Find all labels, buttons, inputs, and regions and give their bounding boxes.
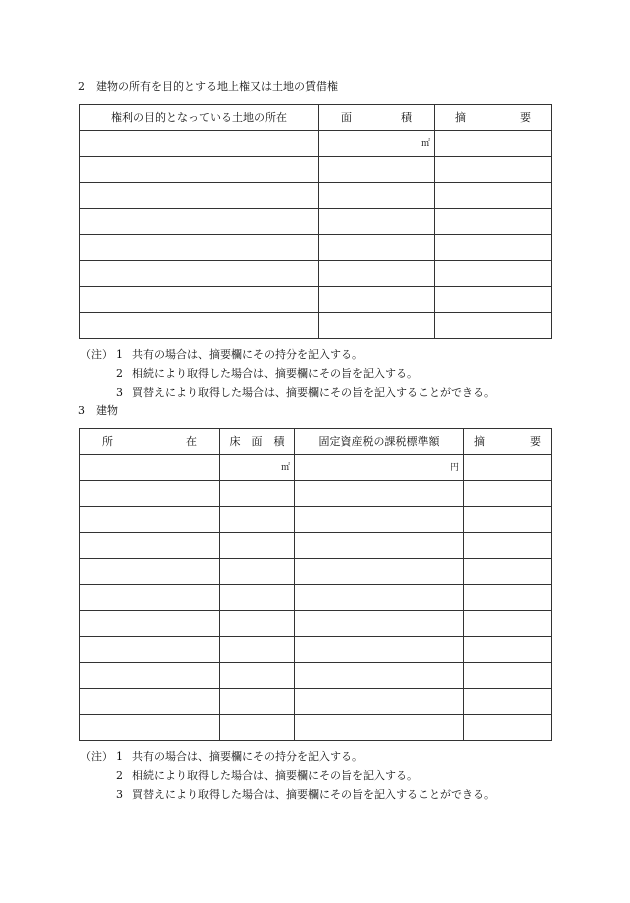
table-cell[interactable] [80, 663, 220, 689]
table-cell[interactable] [80, 507, 220, 533]
note-item: 2 相続により取得した場合は、摘要欄にその旨を記入する。 [116, 367, 418, 380]
table-cell[interactable] [464, 663, 552, 689]
table-cell[interactable] [295, 559, 464, 585]
table-cell[interactable] [435, 209, 552, 235]
table-cell[interactable] [80, 715, 220, 741]
table-cell[interactable] [80, 585, 220, 611]
unit-sqm[interactable]: ㎡ [220, 455, 295, 481]
header-area: 面 積 [319, 105, 435, 131]
table-row [80, 507, 552, 533]
table-cell[interactable] [220, 507, 295, 533]
table-cell[interactable] [80, 637, 220, 663]
table-cell[interactable] [295, 533, 464, 559]
table-row [80, 261, 552, 287]
header-summary: 摘 要 [435, 105, 552, 131]
table-header-row [80, 105, 552, 131]
table-cell[interactable] [80, 455, 220, 481]
table-cell[interactable] [319, 313, 435, 339]
table-cell[interactable] [435, 183, 552, 209]
table-cell[interactable] [464, 507, 552, 533]
table-cell[interactable] [80, 481, 220, 507]
section2-heading: 2 建物の所有を目的とする地上権又は土地の賃借権 [78, 80, 338, 93]
table-cell[interactable] [80, 131, 319, 157]
table-cell[interactable] [435, 157, 552, 183]
table-row [80, 131, 552, 157]
table-cell[interactable] [464, 455, 552, 481]
table-cell[interactable] [80, 209, 319, 235]
table-row [80, 209, 552, 235]
table-row [80, 585, 552, 611]
section3-heading: 3 建物 [78, 404, 118, 417]
table-cell[interactable] [220, 637, 295, 663]
table-cell[interactable] [319, 209, 435, 235]
table-row [80, 287, 552, 313]
table-cell[interactable] [319, 261, 435, 287]
table-row [80, 663, 552, 689]
note-item: 1 共有の場合は、摘要欄にその持分を記入する。 [116, 348, 363, 361]
table-cell[interactable] [295, 663, 464, 689]
table-cell[interactable] [295, 689, 464, 715]
table-cell[interactable] [464, 689, 552, 715]
table-cell[interactable] [80, 533, 220, 559]
table-cell[interactable] [220, 585, 295, 611]
table-cell[interactable] [464, 559, 552, 585]
table-cell[interactable] [435, 313, 552, 339]
land-rights-table [79, 104, 552, 339]
table-cell[interactable] [80, 689, 220, 715]
table-cell[interactable] [295, 611, 464, 637]
table-row [80, 183, 552, 209]
table-cell[interactable] [464, 481, 552, 507]
note-item: 3 買替えにより取得した場合は、摘要欄にその旨を記入することができる。 [116, 788, 495, 801]
header-location: 所 在 [80, 429, 220, 455]
table-cell[interactable] [220, 611, 295, 637]
table-row [80, 235, 552, 261]
table-row [80, 637, 552, 663]
table-cell[interactable] [464, 585, 552, 611]
table-cell[interactable] [464, 533, 552, 559]
table-cell[interactable] [435, 235, 552, 261]
table-cell[interactable] [464, 715, 552, 741]
table-cell[interactable] [295, 637, 464, 663]
note-label: （注） [80, 348, 113, 361]
unit-sqm[interactable]: ㎡ [319, 131, 435, 157]
table-cell[interactable] [295, 481, 464, 507]
table-cell[interactable] [220, 481, 295, 507]
table-cell[interactable] [464, 611, 552, 637]
table-row [80, 313, 552, 339]
table-cell[interactable] [80, 287, 319, 313]
table-cell[interactable] [464, 637, 552, 663]
table-cell[interactable] [220, 559, 295, 585]
table-cell[interactable] [80, 235, 319, 261]
table-cell[interactable] [319, 183, 435, 209]
table-row [80, 455, 552, 481]
table-row [80, 611, 552, 637]
table-cell[interactable] [220, 715, 295, 741]
table-cell[interactable] [80, 183, 319, 209]
header-summary: 摘 要 [464, 429, 552, 455]
table-cell[interactable] [319, 157, 435, 183]
buildings-table [79, 428, 552, 741]
table-row [80, 533, 552, 559]
table-cell[interactable] [80, 261, 319, 287]
table-cell[interactable] [435, 131, 552, 157]
table-cell[interactable] [220, 663, 295, 689]
table-row [80, 715, 552, 741]
note-label: （注） [80, 750, 113, 763]
header-tax-value: 固定資産税の課税標準額 [295, 429, 464, 455]
note-item: 2 相続により取得した場合は、摘要欄にその旨を記入する。 [116, 769, 418, 782]
table-cell[interactable] [319, 235, 435, 261]
table-cell[interactable] [319, 287, 435, 313]
table-cell[interactable] [295, 507, 464, 533]
table-cell[interactable] [295, 585, 464, 611]
note-item: 3 買替えにより取得した場合は、摘要欄にその旨を記入することができる。 [116, 386, 495, 399]
table-cell[interactable] [80, 157, 319, 183]
table-row [80, 157, 552, 183]
header-location: 権利の目的となっている土地の所在 [80, 105, 319, 131]
table-cell[interactable] [80, 313, 319, 339]
table-cell[interactable] [435, 261, 552, 287]
table-cell[interactable] [295, 715, 464, 741]
table-cell[interactable] [80, 611, 220, 637]
table-cell[interactable] [80, 559, 220, 585]
unit-yen[interactable]: 円 [295, 455, 464, 481]
table-cell[interactable] [435, 287, 552, 313]
table-header-row [80, 429, 552, 455]
note-item: 1 共有の場合は、摘要欄にその持分を記入する。 [116, 750, 363, 763]
table-cell[interactable] [220, 689, 295, 715]
table-row [80, 689, 552, 715]
table-cell[interactable] [220, 533, 295, 559]
table-row [80, 559, 552, 585]
header-floor-area: 床 面 積 [220, 429, 295, 455]
table-row [80, 481, 552, 507]
